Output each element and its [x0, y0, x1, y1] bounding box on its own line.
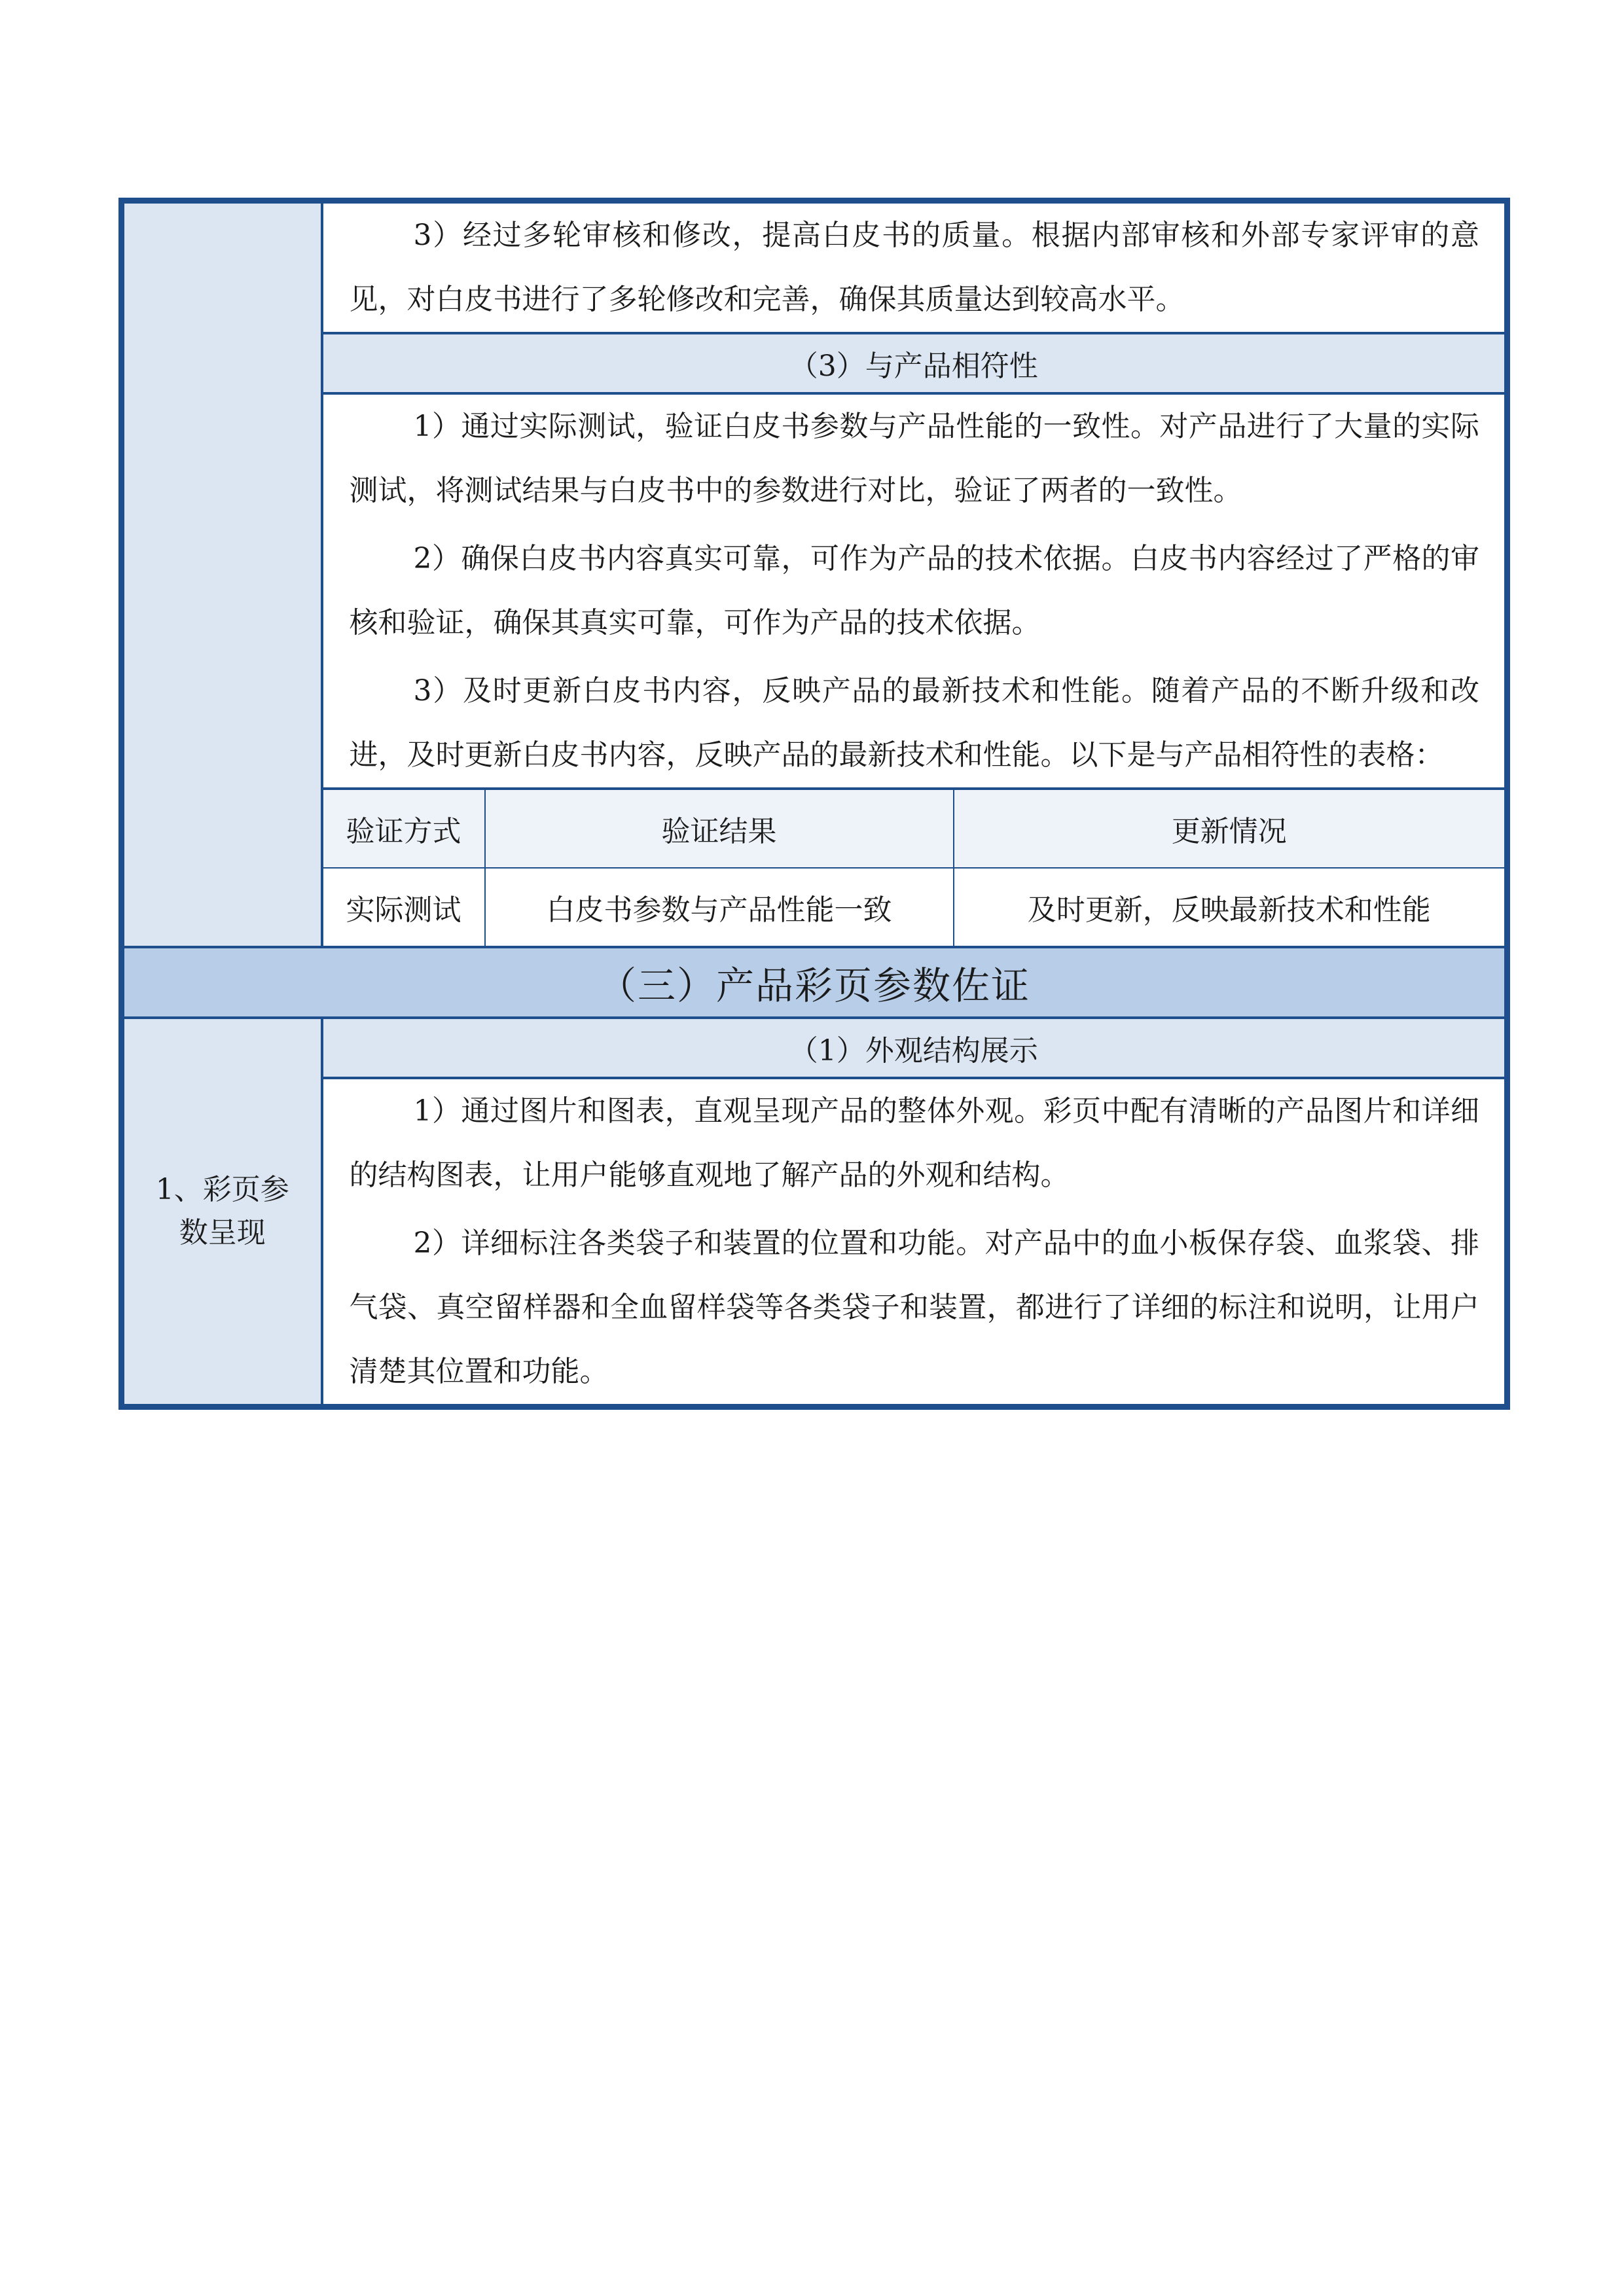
table-cell-update: 及时更新，反映最新技术和性能	[954, 868, 1505, 946]
appearance-paragraph-2: 2）详细标注各类袋子和装置的位置和功能。对产品中的血小板保存袋、血浆袋、排气袋、真空留样器和全血留样袋等各类袋子和装置，都进行了详细的标注和说明，让用户清楚其位置和功能。	[349, 1227, 1479, 1388]
appearance-paragraphs-cell	[322, 1078, 1507, 1407]
conformity-paragraph-2: 2）确保白皮书内容真实可靠，可作为产品的技术依据。白皮书内容经过了严格的审核和验证，确保其真实可靠，可作为产品的技术依据。	[349, 542, 1479, 639]
table-header-method: 验证方式	[323, 790, 485, 868]
section-3-title: （三）产品彩页参数佐证	[122, 947, 1507, 1018]
subsection-3-title: （3）与产品相符性	[322, 333, 1507, 393]
conformity-table-cell	[322, 789, 1507, 947]
review-paragraph-cell	[322, 201, 1507, 334]
conformity-table	[323, 790, 1505, 946]
conformity-paragraph-1: 1）通过实际测试，验证白皮书参数与产品性能的一致性。对产品进行了大量的实际测试，将测试结果与白皮书中的参数进行对比，验证了两者的一致性。	[349, 410, 1479, 507]
review-paragraph-3: 3）经过多轮审核和修改，提高白皮书的质量。根据内部审核和外部专家评审的意见，对白皮书进行了多轮修改和完善，确保其质量达到较高水平。	[349, 219, 1479, 316]
table-header-update: 更新情况	[954, 790, 1505, 868]
table-row	[323, 868, 1505, 946]
conformity-paragraph-3: 3）及时更新白皮书内容，反映产品的最新技术和性能。随着产品的不断升级和改进，及时更新白皮书内容，反映产品的最新技术和性能。以下是与产品相符性的表格：	[349, 674, 1479, 772]
table-header-result: 验证结果	[485, 790, 954, 868]
subsection-1-title: （1）外观结构展示	[322, 1018, 1507, 1078]
left-label-brochure-params: 1、彩页参数呈现	[122, 1018, 322, 1407]
appearance-paragraph-1: 1）通过图片和图表，直观呈现产品的整体外观。彩页中配有清晰的产品图片和详细的结构图表，让用户能够直观地了解产品的外观和结构。	[349, 1094, 1479, 1192]
left-label-cell-empty	[122, 201, 322, 948]
table-cell-method: 实际测试	[323, 868, 485, 946]
table-header-row	[323, 790, 1505, 868]
document-table	[118, 198, 1510, 1410]
table-cell-result: 白皮书参数与产品性能一致	[485, 868, 954, 946]
conformity-paragraphs-cell	[322, 393, 1507, 789]
